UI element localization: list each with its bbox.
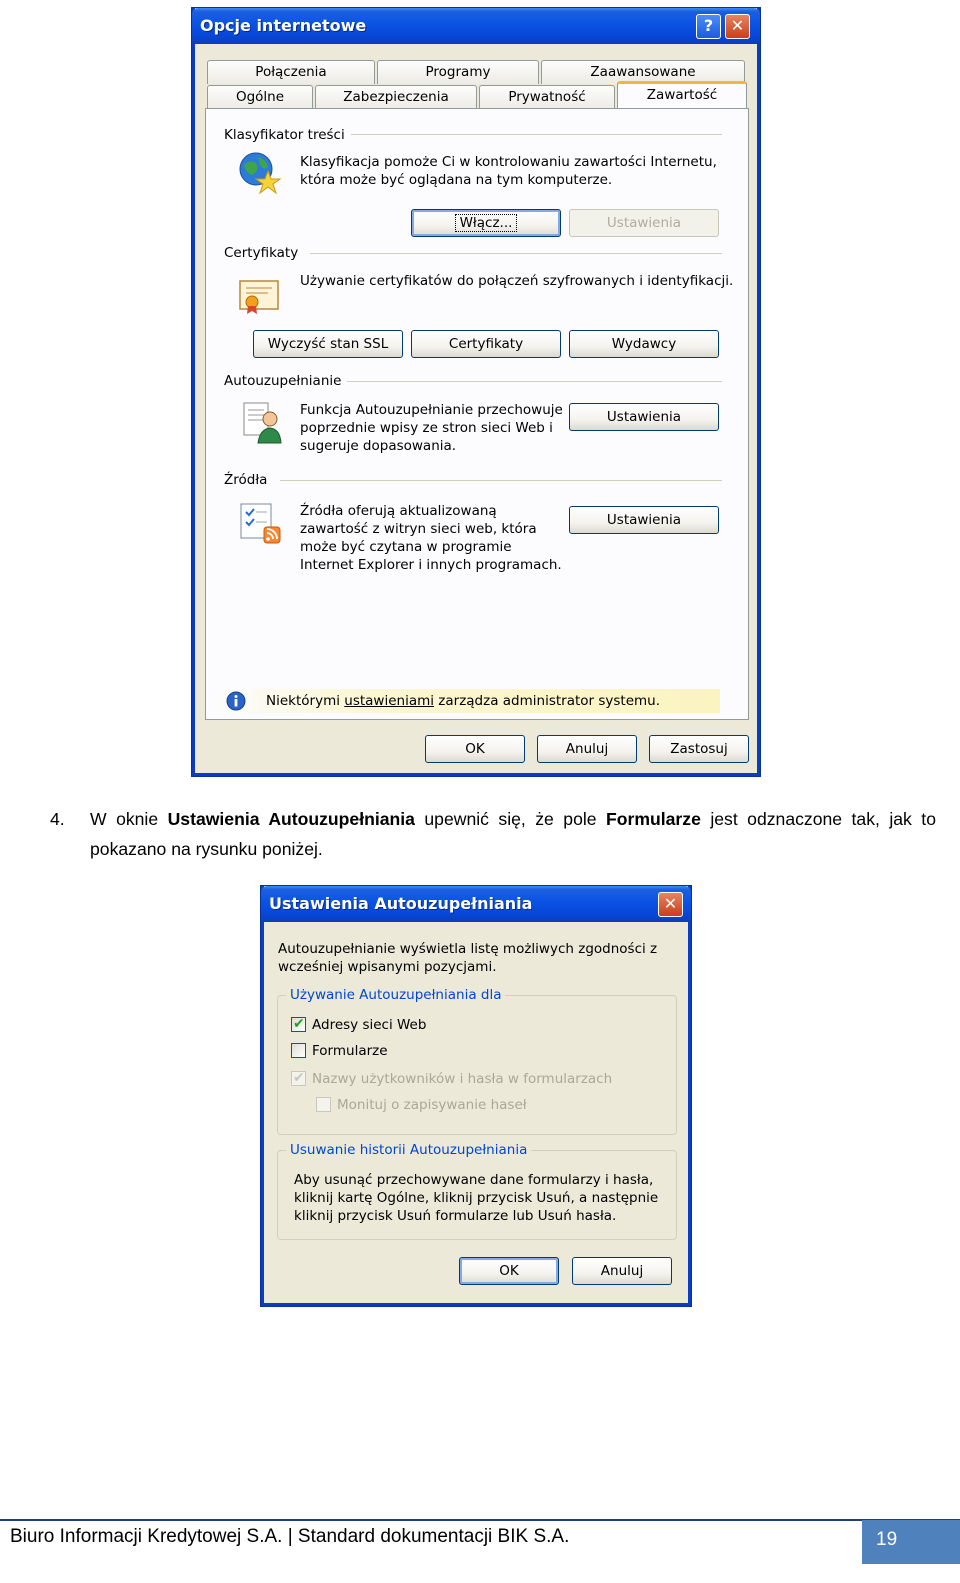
page-number: 19 bbox=[862, 1520, 960, 1564]
feeds-text-4: Internet Explorer i innych programach. bbox=[300, 557, 562, 573]
help-button[interactable]: ? bbox=[696, 14, 721, 39]
autocomplete-settings-button[interactable]: Ustawienia bbox=[569, 403, 719, 431]
checkbox-box[interactable] bbox=[291, 1017, 306, 1032]
divider bbox=[280, 480, 722, 481]
autocomplete-settings-window bbox=[261, 886, 691, 1306]
feeds-label: Źródła bbox=[224, 472, 273, 488]
info-text-suffix: zarządza administrator systemu. bbox=[434, 693, 661, 709]
instruction-text-2: upewnić się, że pole bbox=[414, 809, 607, 829]
autocomplete-text-1: Funkcja Autouzupełnianie przechowuje bbox=[300, 402, 563, 418]
certificate-icon bbox=[238, 275, 282, 315]
checkbox-box bbox=[316, 1097, 331, 1112]
certificates-label: Certyfikaty bbox=[224, 245, 304, 261]
autocomplete-user-icon bbox=[240, 399, 282, 445]
cancel-button[interactable]: Anuluj bbox=[572, 1257, 672, 1285]
intro-text-2: wcześniej wpisanymi pozycjami. bbox=[278, 959, 497, 975]
tab-content[interactable]: Zawartość bbox=[617, 81, 747, 108]
globe-star-icon bbox=[236, 149, 282, 195]
divider bbox=[342, 381, 722, 382]
checkbox-box[interactable] bbox=[291, 1043, 306, 1058]
ok-button[interactable]: OK bbox=[459, 1257, 559, 1285]
history-group-title: Usuwanie historii Autouzupełniania bbox=[286, 1142, 531, 1158]
history-text-2: kliknij kartę Ogólne, kliknij przycisk Usuń, a następnie bbox=[294, 1190, 659, 1206]
instruction-text-3: jest odznaczone tak, jak to bbox=[700, 809, 936, 829]
certificates-text: Używanie certyfikatów do połączeń szyfrowanych i identyfikacji. bbox=[300, 273, 734, 289]
window-title: Ustawienia Autouzupełniania bbox=[269, 894, 533, 913]
divider bbox=[346, 134, 722, 135]
history-text-3: kliknij przycisk Usuń formularze lub Usuń hasła. bbox=[294, 1208, 617, 1224]
checkbox-label: Formularze bbox=[312, 1043, 388, 1059]
info-link[interactable]: ustawieniami bbox=[344, 693, 434, 709]
tab-security[interactable]: Zabezpieczenia bbox=[315, 85, 477, 109]
tab-programs[interactable]: Programy bbox=[377, 60, 539, 84]
content-tab-panel bbox=[205, 108, 749, 720]
tab-general[interactable]: Ogólne bbox=[207, 85, 313, 109]
instruction-text-1: W oknie bbox=[90, 809, 168, 829]
title-bar[interactable] bbox=[192, 8, 760, 44]
divider bbox=[310, 253, 722, 254]
title-bar[interactable] bbox=[261, 886, 691, 922]
certificates-button[interactable]: Certyfikaty bbox=[411, 330, 561, 358]
feeds-text-3: może być czytana w programie bbox=[300, 539, 512, 555]
check-icon: ✔ bbox=[293, 1016, 305, 1032]
internet-options-window bbox=[192, 8, 760, 776]
cancel-button[interactable]: Anuluj bbox=[537, 735, 637, 763]
checkbox-label: Nazwy użytkowników i hasła w formularzach bbox=[312, 1071, 613, 1087]
close-button[interactable]: ✕ bbox=[725, 14, 750, 39]
enable-button-label: Włącz... bbox=[455, 214, 518, 232]
tab-advanced[interactable]: Zaawansowane bbox=[541, 60, 745, 84]
ok-button[interactable]: OK bbox=[425, 735, 525, 763]
feeds-settings-button[interactable]: Ustawienia bbox=[569, 506, 719, 534]
close-button[interactable]: ✕ bbox=[658, 892, 683, 917]
tab-connections[interactable]: Połączenia bbox=[207, 60, 375, 84]
content-advisor-text-1: Klasyfikacja pomoże Ci w kontrolowaniu zawartości Internetu, bbox=[300, 154, 717, 170]
instruction-line-2: pokazano na rysunku poniżej. bbox=[90, 839, 323, 859]
content-advisor-text-2: która może być oglądana na tym komputerze. bbox=[300, 172, 613, 188]
check-icon: ✔ bbox=[293, 1070, 305, 1086]
checkbox-label: Adresy sieci Web bbox=[312, 1017, 427, 1033]
content-advisor-label: Klasyfikator treści bbox=[224, 127, 351, 143]
feeds-text-1: Źródła oferują aktualizowaną bbox=[300, 503, 497, 519]
feeds-text-2: zawartość z witryn sieci web, która bbox=[300, 521, 537, 537]
autocomplete-text-3: sugeruje dopasowania. bbox=[300, 438, 457, 454]
history-text-1: Aby usunąć przechowywane dane formularzy i hasła, bbox=[294, 1172, 654, 1188]
enable-button[interactable] bbox=[411, 209, 561, 237]
feeds-icon bbox=[238, 501, 284, 545]
info-text bbox=[266, 692, 660, 710]
checkbox-label: Monituj o zapisywanie haseł bbox=[337, 1097, 527, 1113]
info-bar bbox=[212, 689, 720, 713]
footer-text: Biuro Informacji Kredytowej S.A. | Standard dokumentacji BIK S.A. bbox=[10, 1526, 570, 1547]
footer-rule bbox=[0, 1519, 960, 1521]
apply-button[interactable]: Zastosuj bbox=[649, 735, 749, 763]
content-advisor-settings-button[interactable]: Ustawienia bbox=[569, 209, 719, 237]
publishers-button[interactable]: Wydawcy bbox=[569, 330, 719, 358]
instruction-bold-1: Ustawienia Autouzupełniania bbox=[167, 809, 415, 829]
step-number: 4. bbox=[50, 809, 65, 829]
autocomplete-label: Autouzupełnianie bbox=[224, 373, 347, 389]
info-text-prefix: Niektórymi bbox=[266, 693, 345, 709]
instruction-line-1 bbox=[90, 804, 936, 834]
use-autocomplete-group-title: Używanie Autouzupełniania dla bbox=[286, 987, 505, 1003]
tab-privacy[interactable]: Prywatność bbox=[479, 85, 615, 109]
clear-ssl-button[interactable]: Wyczyść stan SSL bbox=[253, 330, 403, 358]
autocomplete-text-2: poprzednie wpisy ze stron sieci Web i bbox=[300, 420, 553, 436]
info-icon bbox=[226, 691, 246, 711]
instruction-bold-2: Formularze bbox=[606, 809, 701, 829]
intro-text-1: Autouzupełnianie wyświetla listę możliwych zgodności z bbox=[278, 941, 658, 957]
checkbox-box bbox=[291, 1071, 306, 1086]
window-title: Opcje internetowe bbox=[200, 16, 367, 35]
